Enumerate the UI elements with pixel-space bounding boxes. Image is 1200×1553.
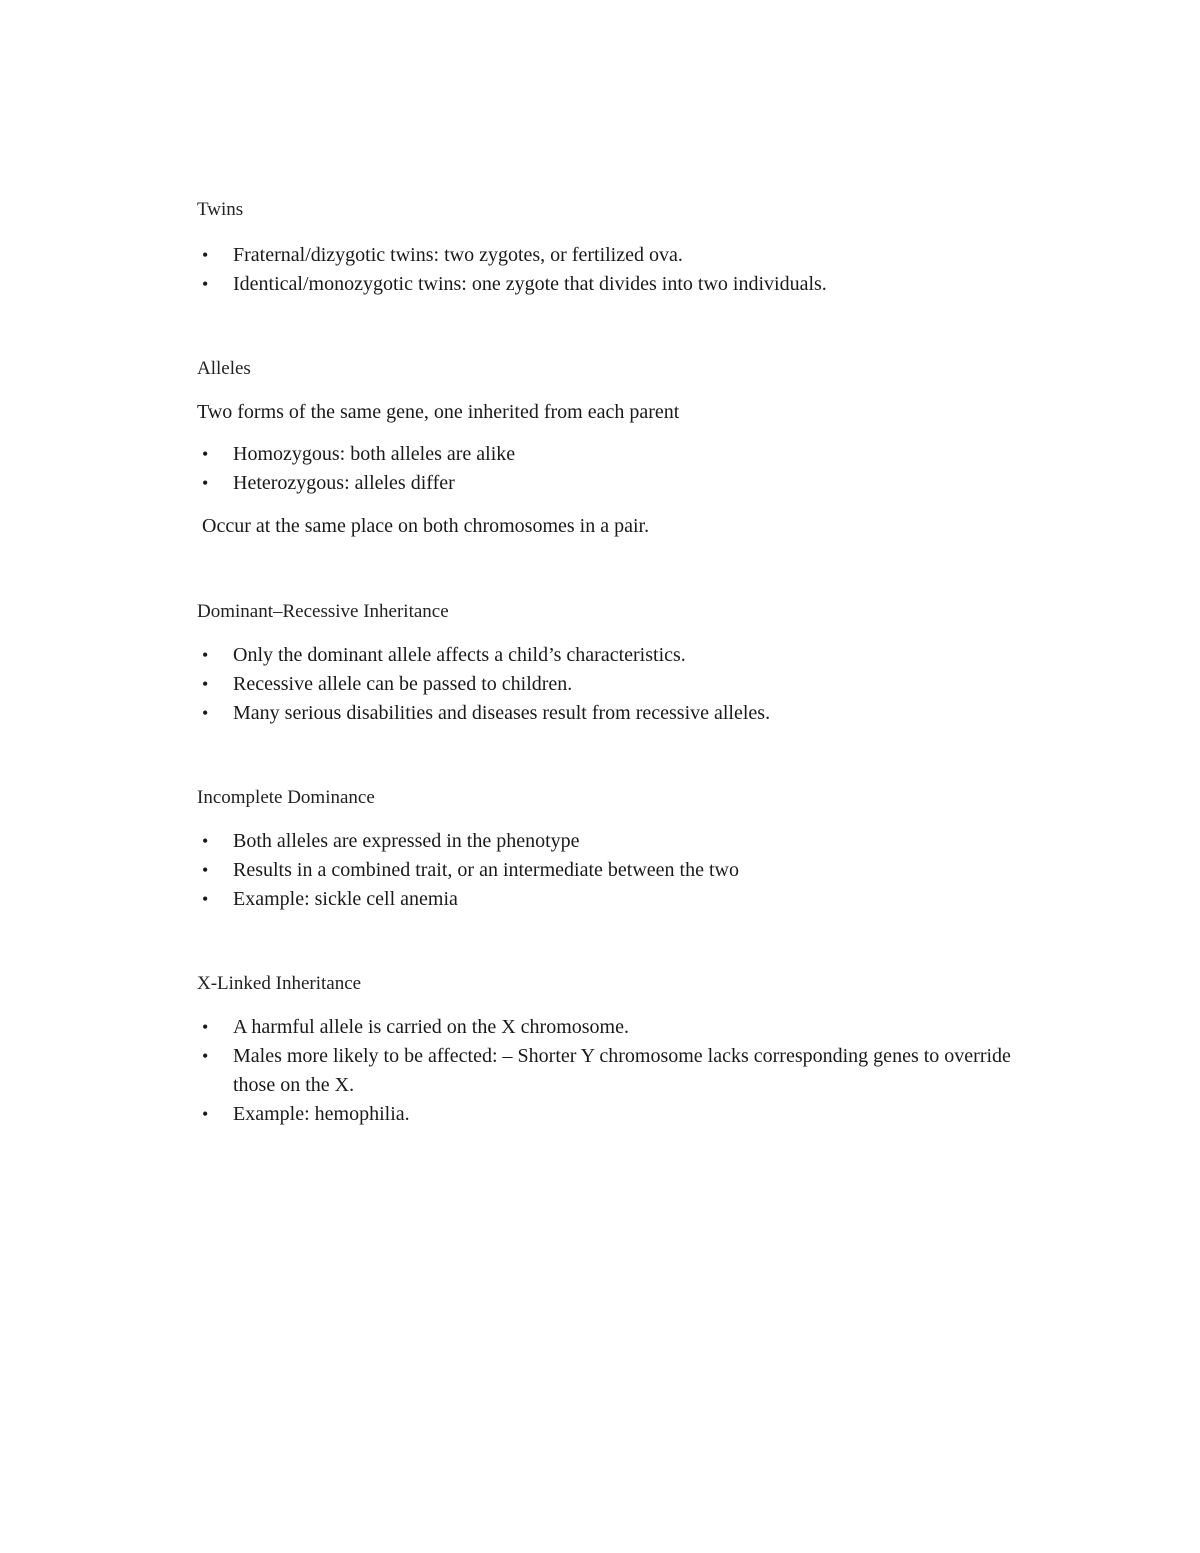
list-item: • Identical/monozygotic twins: one zygote that divides into two individuals.	[197, 270, 1017, 299]
list-item: • Homozygous: both alleles are alike	[197, 440, 1017, 469]
bullet-icon: •	[202, 831, 209, 851]
section-x-linked	[197, 970, 1017, 1129]
bullet-list	[197, 1013, 1017, 1129]
bullet-list	[197, 641, 1017, 728]
list-item: • Many serious disabilities and diseases result from recessive alleles.	[197, 699, 1017, 728]
section-intro: Two forms of the same gene, one inherited from each parent	[197, 401, 680, 423]
list-item: • Example: sickle cell anemia	[197, 885, 1017, 914]
bullet-icon: •	[202, 889, 209, 909]
bullet-icon: •	[202, 245, 209, 265]
section-heading: Dominant–Recessive Inheritance	[197, 601, 449, 622]
list-item: • Fraternal/dizygotic twins: two zygotes, or fertilized ova.	[197, 241, 1017, 270]
list-item: • Only the dominant allele affects a child’s characteristics.	[197, 641, 1017, 670]
section-incomplete-dominance	[197, 784, 1017, 914]
section-heading: X-Linked Inheritance	[197, 973, 362, 994]
section-dominant-recessive	[197, 598, 1017, 728]
list-item: • Example: hemophilia.	[197, 1100, 1017, 1129]
bullet-icon: •	[202, 1104, 209, 1124]
section-heading: Alleles	[197, 358, 251, 379]
bullet-list	[197, 440, 1017, 498]
bullet-icon: •	[202, 674, 209, 694]
document-content	[197, 196, 1017, 1129]
bullet-icon: •	[202, 860, 209, 880]
section-outro: Occur at the same place on both chromosomes in a pair.	[202, 515, 650, 537]
bullet-list	[197, 827, 1017, 914]
list-item: • Results in a combined trait, or an intermediate between the two	[197, 856, 1017, 885]
bullet-icon: •	[202, 1046, 209, 1066]
bullet-icon: •	[202, 444, 209, 464]
list-item: • A harmful allele is carried on the X chromosome.	[197, 1013, 1017, 1042]
section-heading: Twins	[197, 199, 244, 220]
bullet-icon: •	[202, 274, 209, 294]
bullet-icon: •	[202, 645, 209, 665]
list-item: • Males more likely to be affected: – Shorter Y chromosome lacks corresponding genes to override those on the X.	[197, 1042, 1017, 1100]
bullet-icon: •	[202, 473, 209, 493]
list-item: • Recessive allele can be passed to children.	[197, 670, 1017, 699]
list-item: • Heterozygous: alleles differ	[197, 469, 1017, 498]
section-twins	[197, 196, 1017, 299]
list-item: • Both alleles are expressed in the phenotype	[197, 827, 1017, 856]
bullet-icon: •	[202, 703, 209, 723]
section-heading: Incomplete Dominance	[197, 787, 375, 808]
bullet-icon: •	[202, 1017, 209, 1037]
bullet-list	[197, 241, 1017, 299]
section-alleles	[197, 355, 1017, 540]
